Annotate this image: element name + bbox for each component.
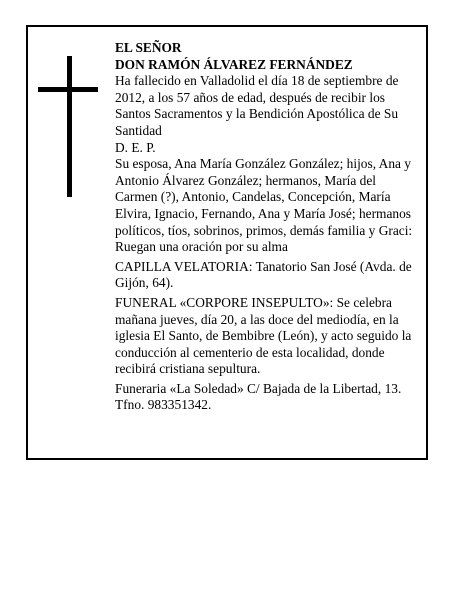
title-line-1: EL SEÑOR	[115, 40, 182, 55]
funeral-home-info: Funeraria «La Soledad» C/ Bajada de la Libertad, 13. Tfno. 983351342.	[115, 380, 402, 413]
funeral-info: FUNERAL «CORPORE INSEPULTO»: Se celebra mañana jueves, día 20, a las doce del mediodía, en la iglesia El Santo, de Bembibre (León), y acto seguido la conducción al cementerio de esta localidad, donde recibirá cristiana sepultura.	[115, 294, 412, 377]
family-list: Su esposa, Ana María González González; hijos, Ana y Antonio Álvarez González; hermanos, María del Carmen (?), Antonio, Candelas, Concepción, María Elvira, Ignacio, Fernando, Ana y María José; hermanos políticos, tíos, sobrinos, primos, demás familia y Graci:	[115, 156, 413, 238]
cross-icon-vertical	[67, 56, 72, 197]
rip-line: D. E. P.	[115, 139, 156, 155]
chapel-info: CAPILLA VELATORIA: Tanatorio San José (Avda. de Gijón, 64).	[115, 258, 412, 291]
obituary-notice	[26, 25, 428, 460]
deceased-name: DON RAMÓN ÁLVAREZ FERNÁNDEZ	[115, 56, 353, 72]
prayer-request: Ruegan una oración por su alma	[115, 239, 288, 255]
death-notice: Ha fallecido en Valladolid el día 18 de septiembre de 2012, a los 57 años de edad, después de recibir los Santos Sacramentos y la Bendición Apostólica de Su Santidad	[115, 73, 399, 138]
obituary-text	[115, 40, 420, 414]
cross-icon-horizontal	[38, 87, 98, 92]
